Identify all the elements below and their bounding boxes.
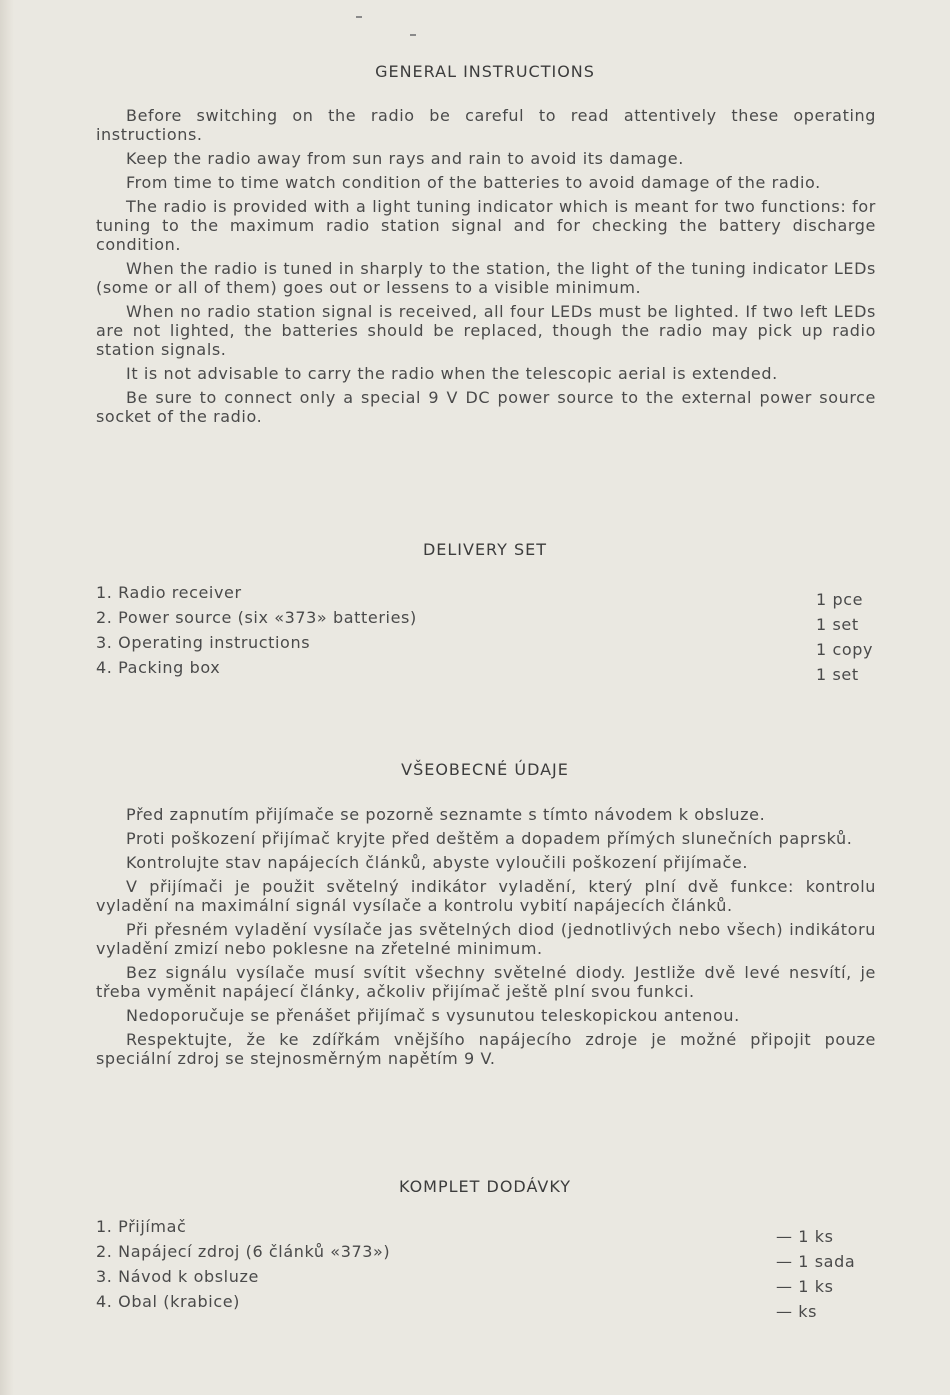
- paragraph: V přijímači je použit světelný indikátor vyladění, který plní dvě funkce: kontrolu vyladění na maximální signál vysílače a kontrolu vybití napájecích článků.: [96, 877, 876, 915]
- paragraph: Keep the radio away from sun rays and rain to avoid its damage.: [126, 149, 684, 168]
- czech-instructions-heading: VŠEOBECNÉ ÚDAJE: [401, 760, 569, 779]
- paragraph: Before switching on the radio be careful to read attentively these operating instructions.: [96, 106, 876, 144]
- paragraph: When no radio station signal is received, all four LEDs must be lighted. If two left LEDs are not lighted, the batteries should be replaced, though the radio may pick up radio station signals.: [96, 302, 876, 359]
- general-instructions-text: [96, 106, 876, 431]
- item-name: 4. Obal (krabice): [96, 1292, 241, 1311]
- general-instructions-heading: GENERAL INSTRUCTIONS: [375, 62, 595, 81]
- item-quantity: — 1 ks: [776, 1277, 834, 1296]
- item-name: 3. Návod k obsluze: [96, 1267, 259, 1286]
- paragraph: Nedoporučuje se přenášet přijímač s vysunutou teleskopickou antenou.: [126, 1006, 740, 1025]
- item-quantity: 1 set: [816, 665, 859, 684]
- paragraph: Bez signálu vysílače musí svítit všechny světelné diody. Jestliže dvě levé nesvítí, je třeba vyměnit napájecí články, ačkoliv přijímač ještě plní svou funkci.: [96, 963, 876, 1001]
- paragraph: When the radio is tuned in sharply to the station, the light of the tuning indicator LEDs (some or all of them) goes out or lessens to a visible minimum.: [96, 259, 876, 297]
- paragraph: Be sure to connect only a special 9 V DC power source to the external power source socket of the radio.: [96, 388, 876, 426]
- list-item: [96, 633, 876, 658]
- czech-delivery-list: [96, 1217, 876, 1321]
- list-item: [96, 1292, 876, 1321]
- item-name: 2. Napájecí zdroj (6 článků «373»): [96, 1242, 391, 1261]
- paragraph: Při přesném vyladění vysílače jas světelných diod (jednotlivých nebo všech) indikátoru vyladění zmizí nebo poklesne na zřetelné minimum.: [96, 920, 876, 958]
- list-item: [96, 1217, 876, 1246]
- paragraph: From time to time watch condition of the batteries to avoid damage of the radio.: [126, 173, 821, 192]
- item-quantity: — 1 sada: [776, 1252, 856, 1271]
- list-item: [96, 608, 876, 633]
- paragraph: The radio is provided with a light tuning indicator which is meant for two functions: for tuning to the maximum radio station signal and for checking the battery discharge condition.: [96, 197, 876, 254]
- item-quantity: 1 copy: [816, 640, 874, 659]
- delivery-set-heading: DELIVERY SET: [422, 540, 548, 559]
- paragraph: Před zapnutím přijímače se pozorně seznamte s tímto návodem k obsluze.: [126, 805, 766, 824]
- item-name: 4. Packing box: [96, 658, 221, 677]
- list-item: [96, 1267, 876, 1296]
- item-quantity: 1 pce: [816, 590, 864, 609]
- paragraph: Proti poškození přijímač kryjte před deštěm a dopadem přímých slunečních paprsků.: [126, 829, 853, 848]
- paragraph: It is not advisable to carry the radio when the telescopic aerial is extended.: [126, 364, 778, 383]
- item-name: 1. Přijímač: [96, 1217, 187, 1236]
- item-name: 3. Operating instructions: [96, 633, 311, 652]
- print-mark: [356, 16, 362, 18]
- item-quantity: — 1 ks: [776, 1227, 834, 1246]
- paragraph: Kontrolujte stav napájecích článků, abyste vyloučili poškození přijímače.: [126, 853, 749, 872]
- paragraph: Respektujte, že ke zdířkám vnějšího napájecího zdroje je možné připojit pouze speciální zdroj se stejnosměrným napětím 9 V.: [96, 1030, 876, 1068]
- list-item: [96, 1242, 876, 1271]
- item-quantity: 1 set: [816, 615, 859, 634]
- print-mark: [410, 34, 416, 36]
- czech-delivery-heading: KOMPLET DODÁVKY: [398, 1177, 572, 1196]
- list-item: [96, 658, 876, 683]
- delivery-set-list: [96, 583, 876, 683]
- item-name: 1. Radio receiver: [96, 583, 242, 602]
- list-item: [96, 583, 876, 608]
- czech-instructions-text: [96, 805, 876, 1073]
- item-quantity: — ks: [776, 1302, 818, 1321]
- item-name: 2. Power source (six «373» batteries): [96, 608, 417, 627]
